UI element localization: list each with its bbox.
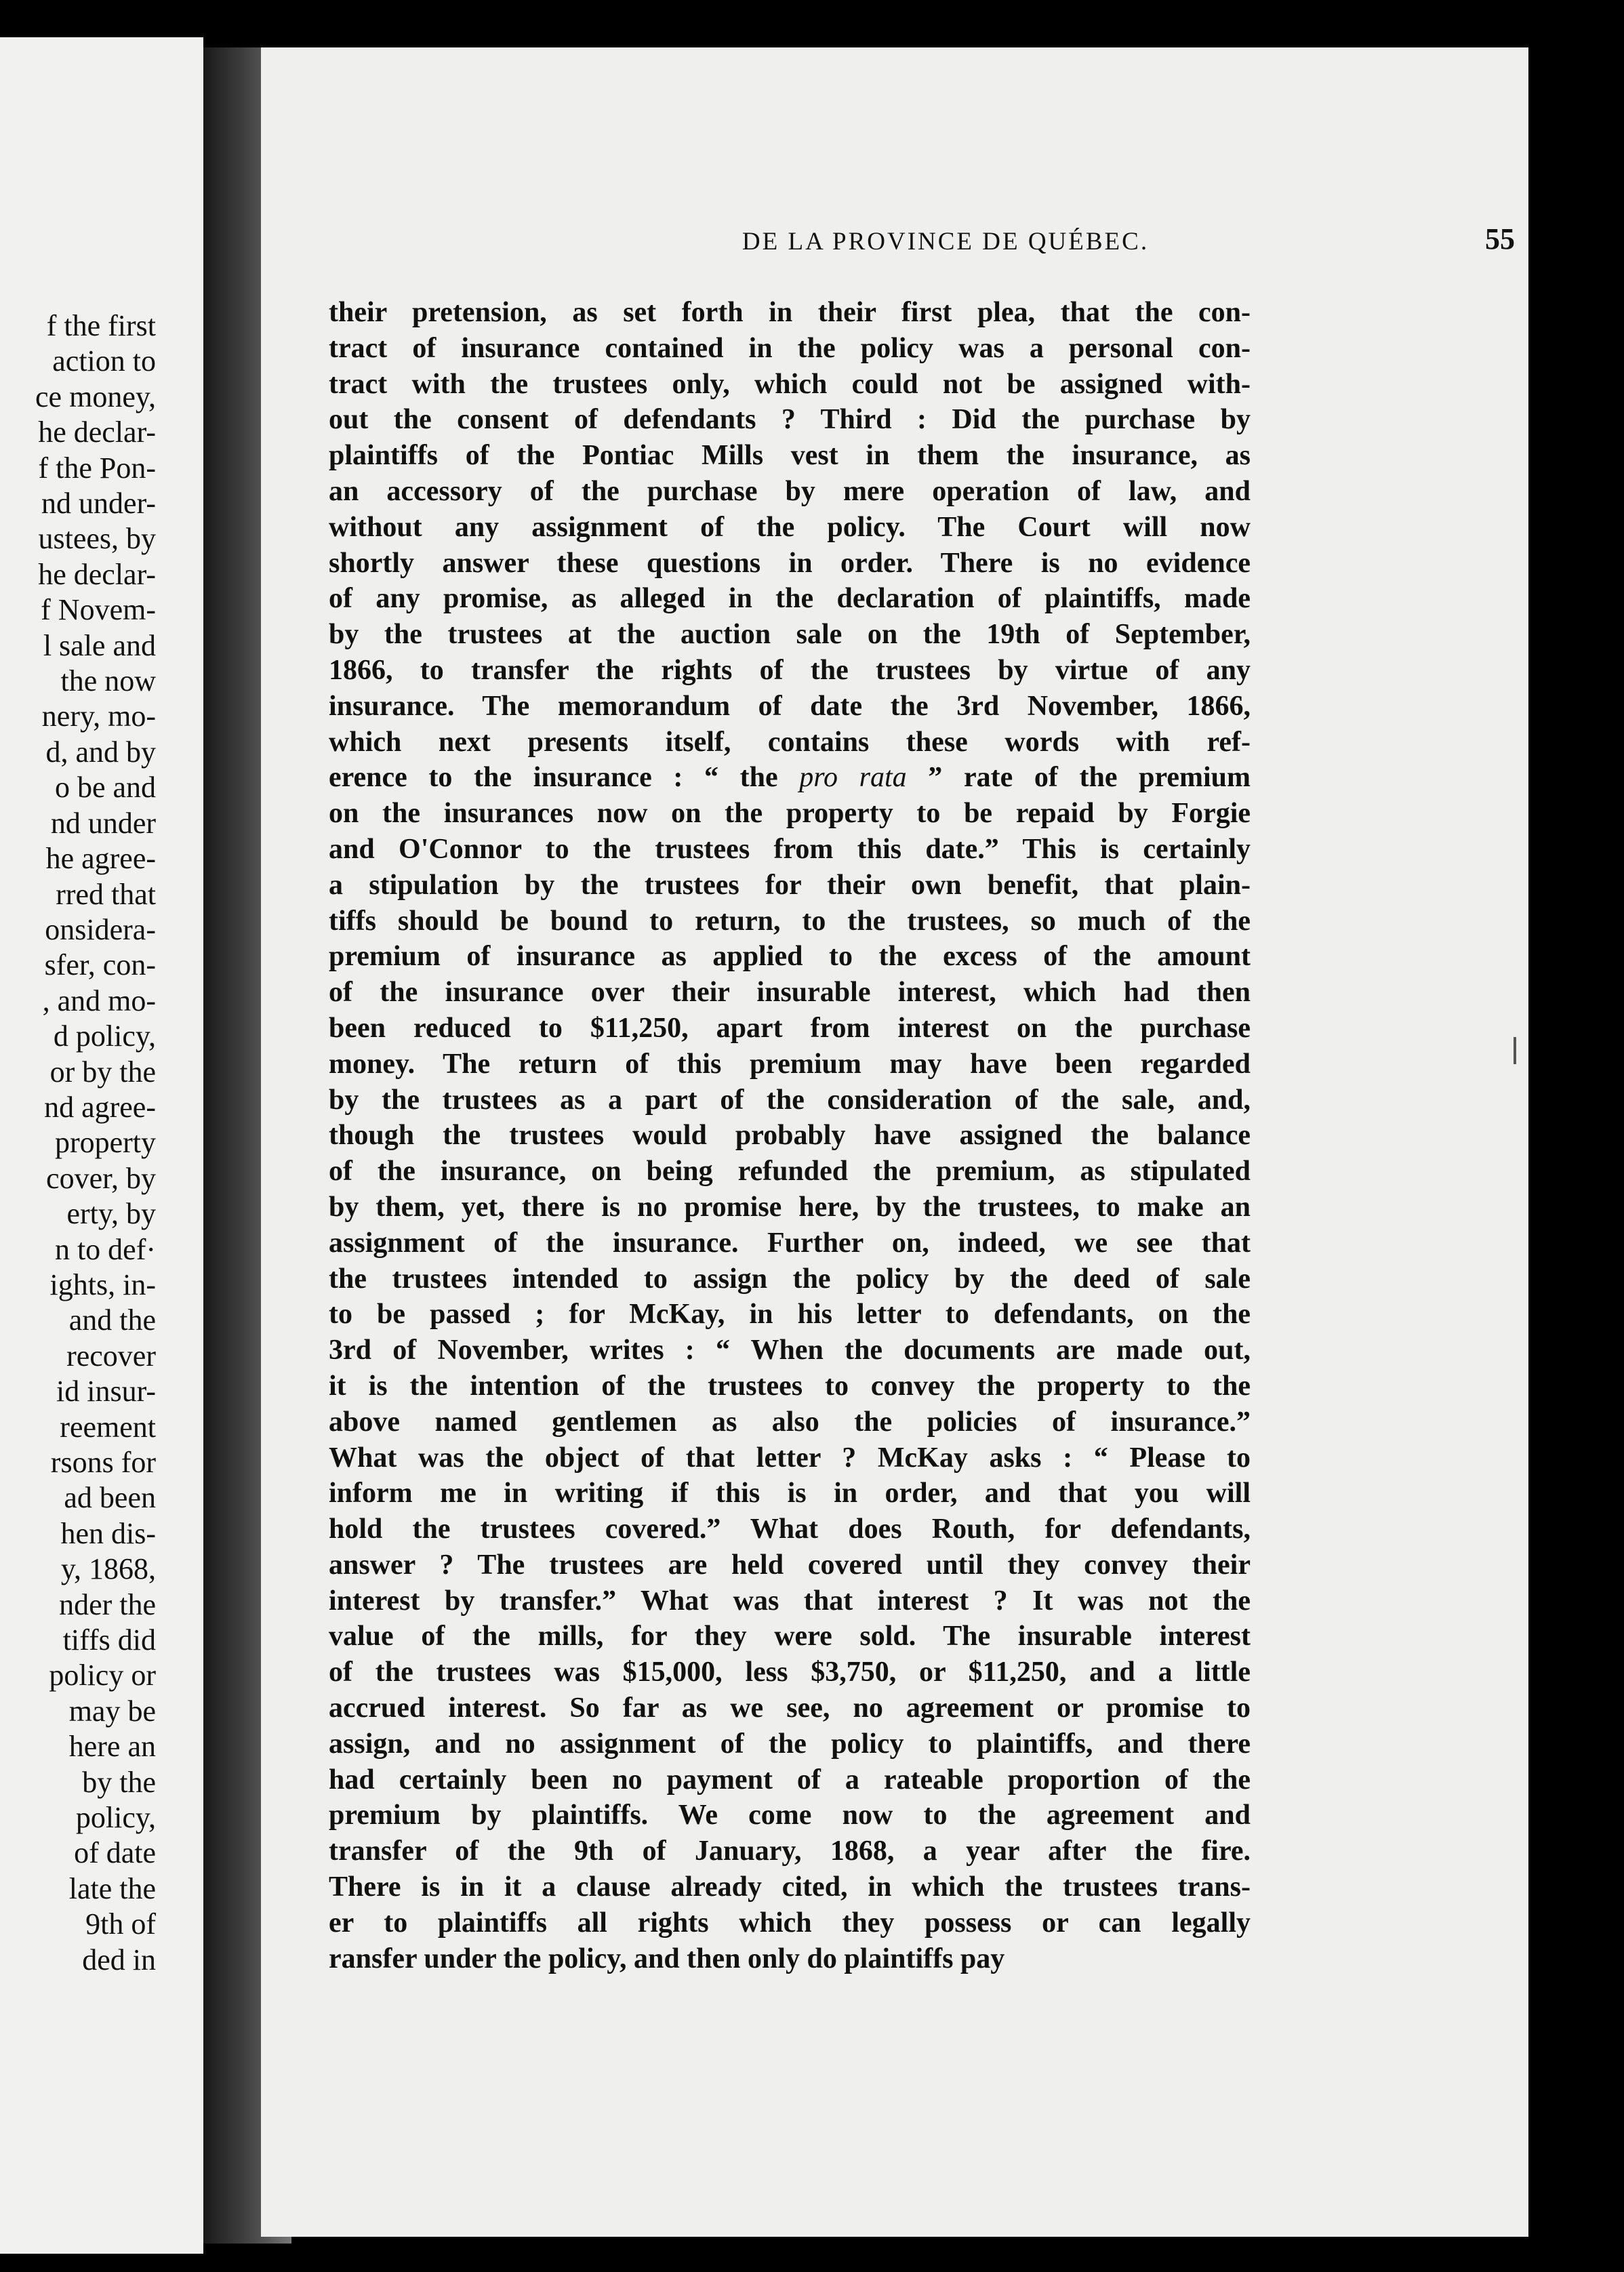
left-page-line: he declar- (38, 415, 156, 449)
left-page-line: may be (68, 1694, 156, 1728)
left-page-line: or by the (49, 1055, 156, 1089)
page-number: 55 (1485, 222, 1515, 256)
body-line: There is in it a clause already cited, in which the trustees trans- (329, 1871, 1251, 1903)
body-line: to be passed ; for McKay, in his letter to defendants, on the (329, 1299, 1251, 1331)
left-page-line: policy or (49, 1659, 156, 1692)
body-line: er to plaintiffs all rights which they possess or can legally (329, 1907, 1251, 1939)
left-page-line: cover, by (46, 1161, 156, 1195)
body-line: premium of insurance as applied to the excess of the amount (329, 941, 1251, 973)
body-line: by them, yet, there is no promise here, by the trustees, to make an (329, 1191, 1251, 1223)
body-text (329, 295, 1251, 1976)
body-line: shortly answer these questions in order. There is no evidence (329, 547, 1251, 579)
left-page-line: nd agree- (44, 1090, 156, 1124)
body-line: money. The return of this premium may have been regarded (329, 1048, 1251, 1080)
body-line: which next presents itself, contains these words with ref- (329, 726, 1251, 758)
body-line: tiffs should be bound to return, to the trustees, so much of the (329, 905, 1251, 937)
left-page-line: ded in (82, 1943, 156, 1976)
body-line: though the trustees would probably have assigned the balance (329, 1120, 1251, 1152)
right-page (261, 47, 1528, 2237)
left-page-line: nder the (59, 1587, 156, 1621)
body-line: interest by transfer.” What was that interest ? It was not the (329, 1585, 1251, 1617)
body-line: erence to the insurance : “ the pro rata ” rate of the premium (329, 762, 1251, 794)
left-page-line: y, 1868, (60, 1552, 156, 1586)
body-line: What was the object of that letter ? McKay asks : “ Please to (329, 1442, 1251, 1474)
left-page-line: of date (74, 1836, 156, 1870)
left-page-line: policy, (75, 1801, 156, 1835)
body-line: accrued interest. So far as we see, no agreement or promise to (329, 1692, 1251, 1724)
left-page-line: rsons for (50, 1446, 156, 1479)
left-page-line: , and mo- (42, 983, 156, 1017)
left-page-line: action to (52, 344, 156, 378)
left-page-line: n to def· (54, 1232, 156, 1266)
body-line: and O'Connor to the trustees from this date.” This is certainly (329, 833, 1251, 865)
left-page-line: tiffs did (62, 1623, 156, 1657)
left-page-line: f the Pon- (38, 451, 156, 485)
left-page-line: ce money, (35, 380, 156, 413)
left-page-line: o be and (54, 771, 156, 805)
body-line: had certainly been no payment of a rateable proportion of the (329, 1764, 1251, 1796)
body-line: of the trustees was $15,000, less $3,750, or $11,250, and a little (329, 1657, 1251, 1688)
left-page-line: rred that (56, 877, 156, 911)
left-page-line: and the (68, 1303, 156, 1337)
body-line: premium by plaintiffs. We come now to the agreement and (329, 1800, 1251, 1831)
body-line: of the insurance, on being refunded the premium, as stipulated (329, 1156, 1251, 1188)
running-head (580, 222, 1515, 268)
body-line: without any assignment of the policy. The Court will now (329, 511, 1251, 543)
body-line: insurance. The memorandum of date the 3rd November, 1866, (329, 690, 1251, 722)
left-page-line: here an (68, 1730, 156, 1764)
left-page-text (0, 308, 156, 1978)
left-page-line: recover (66, 1339, 156, 1373)
left-page-line: hen dis- (60, 1516, 156, 1550)
body-line: value of the mills, for they were sold. The insurable interest (329, 1621, 1251, 1652)
left-page-line: f Novem- (41, 593, 156, 627)
left-page-line: he declar- (38, 557, 156, 591)
body-line: tract of insurance contained in the policy was a personal con- (329, 332, 1251, 364)
left-page-line: f the first (46, 309, 156, 342)
body-line: hold the trustees covered.” What does Routh, for defendants, (329, 1514, 1251, 1545)
body-line: their pretension, as set forth in their first plea, that the con- (329, 297, 1251, 328)
body-line: out the consent of defendants ? Third : Did the purchase by (329, 404, 1251, 436)
body-line: transfer of the 9th of January, 1868, a year after the fire. (329, 1835, 1251, 1867)
body-line: 3rd of November, writes : “ When the documents are made out, (329, 1335, 1251, 1366)
body-line: inform me in writing if this is in order, and that you will (329, 1478, 1251, 1509)
body-line: the trustees intended to assign the policy by the deed of sale (329, 1263, 1251, 1295)
left-page-line: d policy, (53, 1019, 156, 1053)
body-line: been reduced to $11,250, apart from interest on the purchase (329, 1012, 1251, 1044)
body-line: of any promise, as alleged in the declaration of plaintiffs, made (329, 583, 1251, 615)
left-page-line: nd under- (41, 487, 156, 521)
body-line: above named gentlemen as also the policies of insurance.” (329, 1406, 1251, 1438)
body-line: 1866, to transfer the rights of the trustees by virtue of any (329, 654, 1251, 686)
left-page-line: nd under (50, 806, 156, 840)
body-line: ransfer under the policy, and then only do plaintiffs pay (329, 1943, 1005, 1974)
italic-term: pro rata (799, 762, 907, 794)
running-title: DE LA PROVINCE DE QUÉBEC. (742, 228, 1150, 256)
left-page-line: property (54, 1126, 156, 1160)
body-line: by the trustees as a part of the consideration of the sale, and, (329, 1084, 1251, 1116)
left-page-line: nery, mo- (41, 699, 156, 733)
body-line: tract with the trustees only, which could not be assigned with- (329, 368, 1251, 400)
left-page-line: erty, by (66, 1197, 156, 1231)
body-line: assignment of the insurance. Further on, indeed, we see that (329, 1227, 1251, 1259)
left-page-line: l sale and (43, 628, 156, 662)
body-line: by the trustees at the auction sale on the 19th of September, (329, 619, 1251, 651)
body-line: answer ? The trustees are held covered until they convey their (329, 1549, 1251, 1581)
body-line: on the insurances now on the property to be repaid by Forgie (329, 798, 1251, 830)
left-page-line: reement (60, 1410, 156, 1444)
body-line: an accessory of the purchase by mere operation of law, and (329, 475, 1251, 507)
left-page-line: onsidera- (45, 912, 156, 946)
left-page-line: by the (82, 1765, 156, 1799)
body-line: a stipulation by the trustees for their own benefit, that plain- (329, 869, 1251, 901)
left-page-line: d, and by (45, 735, 156, 769)
body-line: assign, and no assignment of the policy to plaintiffs, and there (329, 1728, 1251, 1760)
left-page-line: ights, in- (49, 1267, 156, 1301)
left-page-line: late the (68, 1871, 156, 1905)
page-edge-mark (1514, 1037, 1516, 1064)
left-page-line: id insur- (56, 1375, 156, 1408)
left-page-line: he agree- (45, 842, 156, 876)
left-facing-page (0, 37, 203, 2254)
left-page-line: sfer, con- (44, 948, 156, 982)
body-line: plaintiffs of the Pontiac Mills vest in them the insurance, as (329, 440, 1251, 472)
left-page-line: 9th of (85, 1907, 156, 1941)
body-line: of the insurance over their insurable interest, which had then (329, 977, 1251, 1009)
body-line: it is the intention of the trustees to convey the property to the (329, 1370, 1251, 1402)
left-page-line: ad been (64, 1481, 156, 1515)
left-page-line: the now (60, 664, 156, 698)
left-page-line: ustees, by (38, 522, 156, 556)
